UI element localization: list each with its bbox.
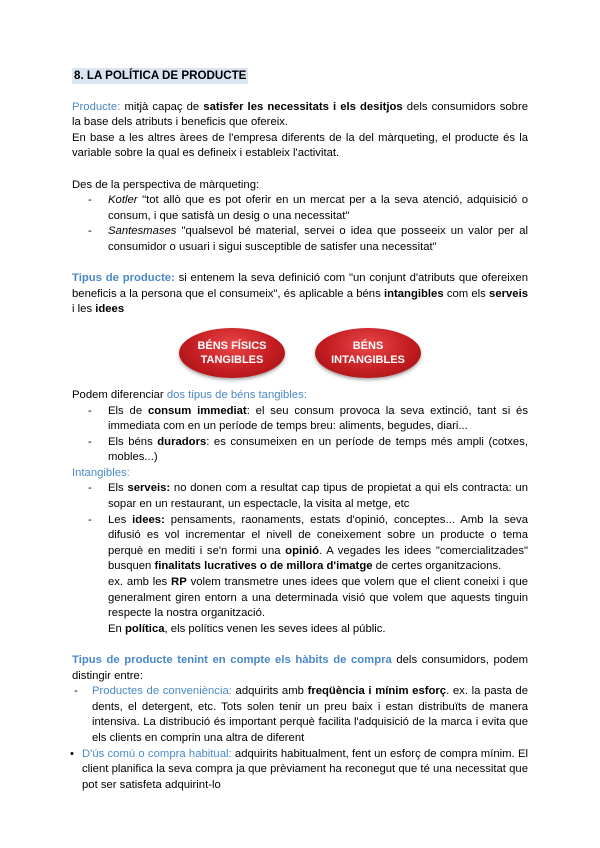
tipus-producte-term: Tipus de producte: (72, 272, 175, 285)
definition-kotler: - Kotler "tot allò que es pot oferir en un mercat per a la seva atenció, adquisició o consum, i que satisfà un desig o una necessitat" (72, 193, 528, 224)
tangible-goods-oval: BÉNS FÍSICS TANGIBLES (179, 328, 285, 378)
convenience-products-item: - Productes de conveniència: adquirits amb freqüència i mínim esforç. ex. la pasta de dents, el detergent, etc. Tots solen tenir un preu baix i estan distribuïts de manera intensiva. La distribució és important perquè facilita l'adquisició de la marca i evita que els clients en comprin una altra de diferent (72, 684, 528, 746)
heading-text: 8. LA POLÍTICA DE PRODUCTE (74, 69, 247, 82)
goods-diagram (72, 328, 528, 388)
product-variable-text: En base a les altres àrees de l'empresa diferents de la del màrqueting, el producte és la variable sobre la qual es defineix i estableix l'activitat. (72, 131, 528, 160)
tangibles-list (72, 404, 528, 466)
perspective-lead: Des de la perspectiva de màrqueting: (72, 178, 260, 191)
rp-example: ex. amb les RP volem transmetre unes idees que volem que el client coneixi i que generalment giren entorn a una determinada visió que volem que aquests tinguin respecte la nostra organització. (108, 576, 529, 620)
intangibles-lead: Intangibles: (72, 466, 130, 479)
habitual-purchase-item: • D'ús comú o compra habitual: adquirits habitualment, fent un esforç de compra mínim. El client planifica la seva compra ja que prèviament ha reconegut que té una necessitat que pot ser satisfeta adquirint-lo (72, 747, 528, 794)
intangible-goods-oval: BÉNS INTANGIBLES (315, 328, 421, 378)
product-definition: Producte: mitjà capaç de satisfer les necessitats i els desitjos dels consumidors sobre la base dels atributs i beneficis que ofereix. (72, 100, 528, 129)
product-types-paragraph: Tipus de producte: si entenem la seva definició com "un conjunt d'atributs que ofereixen beneficis a la persona que el consumeix", és aplicable a béns intangibles com els serveis i les idees (72, 272, 528, 316)
politics-example: En política, els polítics venen les seves idees al públic. (108, 622, 386, 635)
intangible-item-services: - Els serveis: no donen com a resultat cap tipus de propietat a qui els contracta: un sopar en un restaurant, un espectacle, la visita al metge, etc (72, 481, 528, 512)
definition-santesmases: - Santesmases "qualsevol bé material, servei o idea que posseeix un valor per al consumidor o usuari i sigui susceptible de satisfer una necessitat" (72, 224, 528, 255)
tangible-item-immediate: - Els de consum immediat: el seu consum provoca la seva extinció, tant si és immediata com en un període de temps breu: aliments, begudes, diari... (72, 404, 528, 435)
intangible-item-ideas: - Les idees: pensaments, raonaments, estats d'opinió, conceptes... Amb la seva difusió es vol incrementar el nivell de coneixement sobre un producte o tema perquè en mediti i se'n formi una opinió. A vegades les idees "comercialitzades" busquen finalitats lucratives o de millora d'imatge de certes organitzacions. (72, 513, 528, 575)
convenience-list (72, 684, 528, 746)
section-heading (72, 68, 528, 85)
tangible-item-durable: - Els béns duradors: es consumeixen en un període de temps més ampli (cotxes, mobles...) (72, 435, 528, 466)
tangibles-lead: Podem diferenciar dos tipus de béns tangibles: (72, 388, 307, 401)
intangibles-list (72, 481, 528, 575)
buying-habits-paragraph: Tipus de producte tenint en compte els hàbits de compra dels consumidors, podem distingir entre: (72, 654, 528, 682)
buying-habits-term: Tipus de producte tenint en compte els hàbits de compra (72, 654, 392, 666)
producte-term: Producte: (72, 100, 121, 113)
definitions-list (72, 193, 528, 255)
habitual-list (72, 747, 528, 794)
document-page (72, 68, 528, 793)
